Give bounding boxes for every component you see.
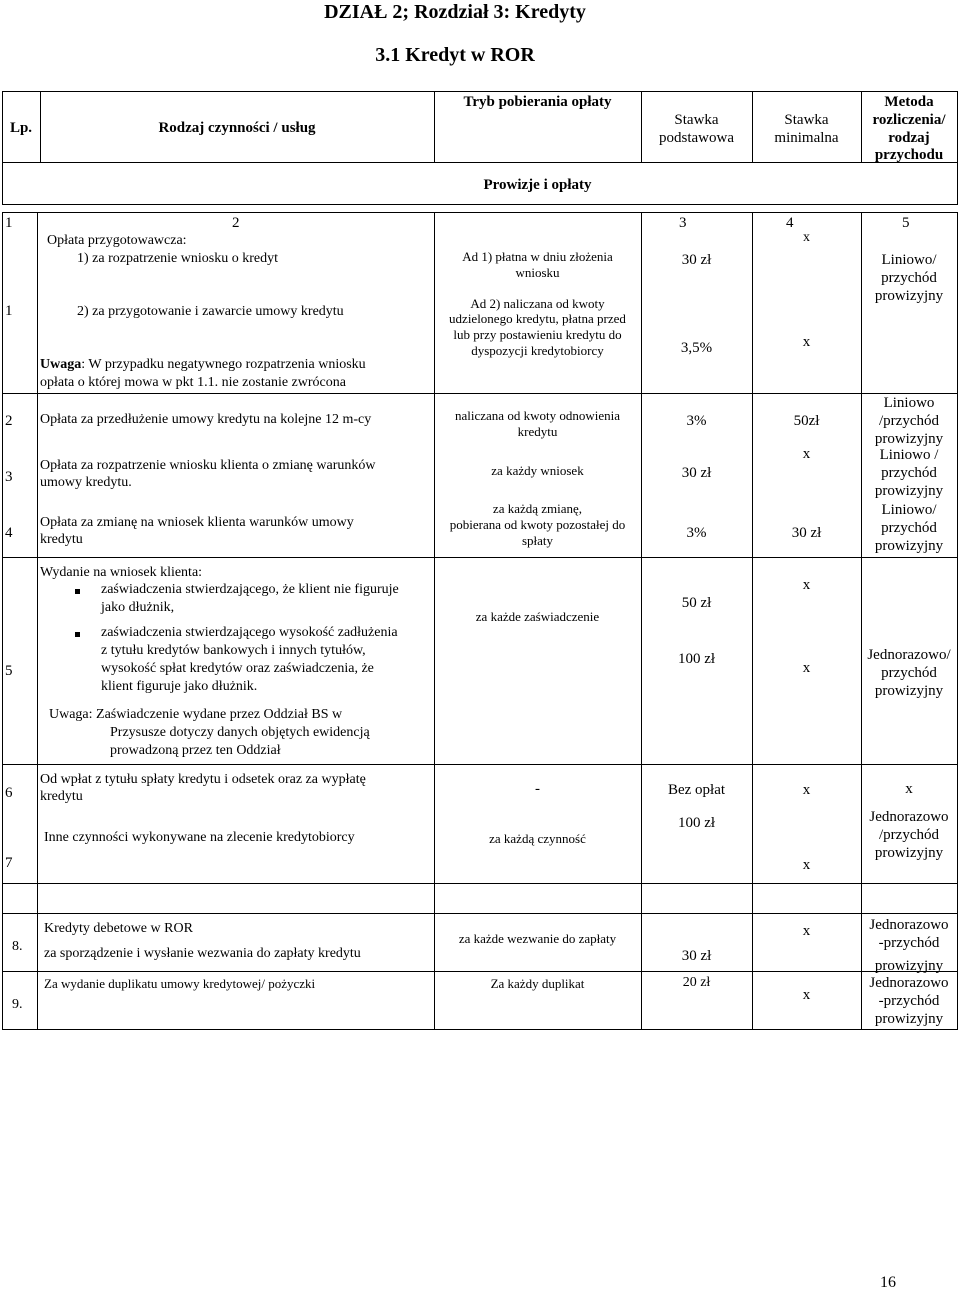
row-tryb: za każdą czynność	[489, 831, 586, 846]
row-metoda: prowizyjny	[874, 1011, 944, 1027]
row-text: za sporządzenie i wysłanie wezwania do zapłaty kredytu	[44, 946, 361, 961]
row-metoda: -przychód	[878, 935, 940, 951]
row-tryb: za każde wezwanie do zapłaty	[458, 931, 617, 946]
row-min: x	[802, 660, 811, 676]
page-subheading: 3.1 Kredyt w ROR	[375, 44, 535, 66]
header-metoda-1: Metoda	[884, 94, 934, 110]
row-metoda: Jednorazowo	[869, 917, 949, 933]
row-min: x	[802, 857, 811, 873]
row-min: x	[802, 987, 811, 1003]
row-metoda: prowizyjny	[874, 683, 944, 699]
row-stawka: 30 zł	[681, 948, 712, 964]
row-stawka: 30 zł	[681, 252, 712, 268]
row-note: prowadzoną przez ten Oddział	[110, 743, 281, 758]
row-metoda: Jednorazowo/	[867, 647, 951, 663]
row-note: Przysusze dotyczy danych objętych ewidencją	[110, 725, 370, 740]
bullet-icon	[75, 632, 80, 637]
row-lp: 1	[5, 303, 13, 319]
row-lp: 2	[5, 413, 13, 429]
colnum-2: 2	[232, 215, 240, 231]
row-text: Za wydanie duplikatu umowy kredytowej/ pożyczki	[44, 976, 316, 991]
row-metoda: przychód	[881, 465, 937, 481]
row-min: 50zł	[793, 413, 820, 429]
row-metoda: x	[905, 781, 913, 797]
row-lp: 7	[5, 855, 13, 871]
row-tryb: za każdy wniosek	[491, 463, 584, 478]
row-stawka: 100 zł	[677, 651, 716, 667]
row-tryb: za każde zaświadczenie	[475, 609, 600, 624]
row-metoda: prowizyjny	[874, 431, 944, 447]
row-text: Inne czynności wykonywane na zlecenie kredytobiorcy	[44, 830, 355, 845]
row-lp: 4	[5, 525, 13, 541]
row-tryb: pobierana od kwoty pozostałej do	[449, 517, 626, 532]
header-tryb: Tryb pobierania opłaty	[463, 94, 612, 110]
row-stawka: 3%	[686, 413, 707, 429]
row-tryb: udzielonego kredytu, płatna przed	[449, 311, 626, 326]
row-text: kredytu	[40, 789, 83, 804]
header-stawka-minimalna-2: minimalna	[774, 130, 839, 146]
bullet-icon	[75, 589, 80, 594]
row-bullet-text: zaświadczenia stwierdzającego, że klient nie figuruje	[101, 582, 399, 597]
row-text: umowy kredytu.	[40, 475, 132, 490]
colnum-1: 1	[5, 215, 13, 231]
row-text: kredytu	[40, 532, 83, 547]
row-metoda: przychód	[881, 665, 937, 681]
row-min: 30 zł	[791, 525, 822, 541]
colnum-5: 5	[902, 215, 910, 231]
row-note	[40, 357, 366, 374]
row-metoda: /przychód	[879, 827, 939, 843]
row-note: Uwaga: Zaświadczenie wydane przez Oddział BS w	[49, 707, 343, 722]
row-bullet-text: klient figuruje jako dłużnik.	[101, 679, 258, 694]
row-item: 1) za rozpatrzenie wniosku o kredyt	[77, 251, 278, 266]
row-metoda: Liniowo	[883, 395, 935, 411]
row-metoda: Jednorazowo	[869, 809, 949, 825]
page-number: 16	[880, 1274, 896, 1291]
colnum-3: 3	[679, 215, 687, 231]
header-rodzaj: Rodzaj czynności / usług	[158, 120, 316, 136]
row-tryb: dyspozycji kredytobiorcy	[471, 343, 604, 358]
row-metoda: Liniowo/	[881, 252, 937, 268]
row-text: Opłata za zmianę na wniosek klienta warunków umowy	[40, 515, 354, 530]
row-stawka: Bez opłat	[667, 782, 726, 798]
row-note: opłata o której mowa w pkt 1.1. nie zostanie zwrócona	[40, 375, 346, 390]
row-metoda: prowizyjny	[874, 288, 944, 304]
row-bullet-text: jako dłużnik,	[101, 600, 175, 615]
row-metoda: /przychód	[879, 413, 939, 429]
row-tryb: Za każdy duplikat	[490, 976, 585, 991]
row-min: x	[802, 334, 811, 350]
row-metoda: Liniowo /	[879, 447, 939, 463]
row-metoda: Liniowo/	[881, 502, 937, 518]
row-stawka: 3%	[686, 525, 707, 541]
row-bullet-text: z tytułu kredytów bankowych i innych tytułów,	[101, 643, 366, 658]
row-metoda: przychód	[881, 270, 937, 286]
row-text: Opłata za przedłużenie umowy kredytu na kolejne 12 m-cy	[40, 412, 372, 427]
row-tryb: kredytu	[517, 424, 558, 439]
row-metoda: przychód	[881, 520, 937, 536]
row-tryb: -	[535, 781, 540, 797]
header-stawka-minimalna-1: Stawka	[784, 112, 829, 128]
header-lp: Lp.	[9, 120, 33, 136]
row-stawka: 50 zł	[681, 595, 712, 611]
row-tryb: naliczana od kwoty odnowienia	[455, 408, 620, 423]
note-text: : W przypadku negatywnego rozpatrzenia wniosku	[81, 357, 366, 372]
row-metoda: prowizyjny	[874, 538, 944, 554]
row-stawka: 20 zł	[682, 975, 711, 990]
header-prowizje: Prowizje i opłaty	[483, 177, 592, 193]
row-bullet-text: zaświadczenia stwierdzającego wysokość zadłużenia	[101, 625, 398, 640]
row-tryb: Ad 1) płatna w dniu złożenia	[462, 249, 613, 264]
row-tryb: spłaty	[521, 533, 554, 548]
header-metoda-3: rodzaj	[888, 130, 930, 146]
row-lp: 5	[5, 663, 13, 679]
row-min: x	[802, 446, 811, 462]
row-lp: 9.	[12, 997, 23, 1012]
row-bullet-text: wysokość spłat kredytów oraz zaświadczenia, że	[101, 661, 374, 676]
row-text: Od wpłat z tytułu spłaty kredytu i odsetek oraz za wypłatę	[40, 772, 366, 787]
row-text: Kredyty debetowe w ROR	[44, 921, 193, 936]
row-min: x	[802, 577, 811, 593]
row-tryb: Ad 2) naliczana od kwoty	[470, 296, 605, 311]
note-label: Uwaga	[40, 357, 82, 372]
row-stawka: 3,5%	[680, 340, 713, 356]
row-tryb: za każdą zmianę,	[492, 501, 583, 516]
row-lp: 3	[5, 469, 13, 485]
colnum-4: 4	[786, 215, 794, 231]
row-tryb: lub przy postawieniu kredytu do	[453, 327, 622, 342]
row-stawka: 100 zł	[677, 815, 716, 831]
row-title: Wydanie na wniosek klienta:	[40, 565, 203, 580]
row-stawka: 30 zł	[681, 465, 712, 481]
row-title: Opłata przygotowawcza:	[47, 233, 187, 248]
header-stawka-podstawowa-1: Stawka	[674, 112, 719, 128]
header-metoda-2: rozliczenia/	[872, 112, 946, 128]
row-metoda: -przychód	[878, 993, 940, 1009]
header-stawka-podstawowa-2: podstawowa	[659, 130, 734, 146]
header-metoda-4: przychodu	[874, 147, 944, 163]
row-item: 2) za przygotowanie i zawarcie umowy kredytu	[77, 304, 344, 319]
row-min: x	[803, 230, 810, 245]
row-text: Opłata za rozpatrzenie wniosku klienta o zmianę warunków	[40, 458, 376, 473]
row-min: x	[802, 923, 811, 939]
row-tryb: wniosku	[515, 265, 560, 280]
row-min: x	[802, 782, 811, 798]
row-metoda: prowizyjny	[874, 483, 944, 499]
row-metoda: prowizyjny	[874, 958, 944, 974]
page-heading: DZIAŁ 2; Rozdział 3: Kredyty	[324, 1, 586, 23]
row-lp: 8.	[12, 939, 23, 954]
row-metoda: prowizyjny	[874, 845, 944, 861]
row-metoda: Jednorazowo	[869, 975, 949, 991]
row-lp: 6	[5, 785, 13, 801]
